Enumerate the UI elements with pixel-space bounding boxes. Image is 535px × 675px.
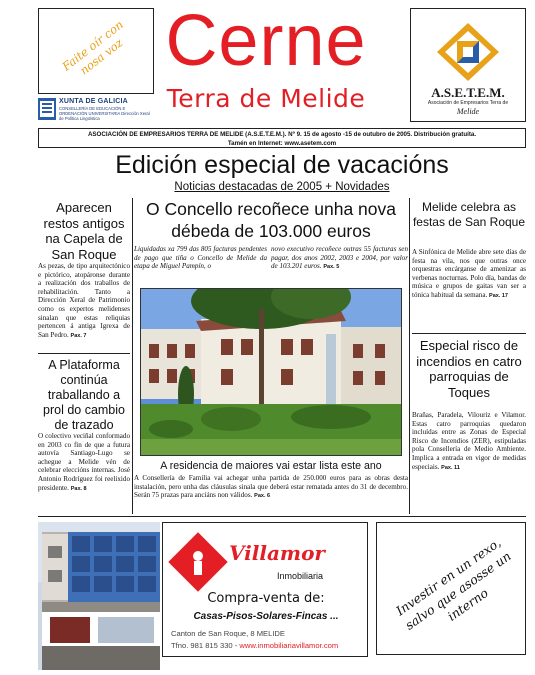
building-photo [38, 522, 160, 670]
slogan-box [38, 8, 154, 94]
asetem-logo-icon [433, 21, 503, 83]
publication-info [38, 128, 526, 148]
asetem-logo-box [410, 8, 526, 122]
photo-caption-title: A residencia de maiores vai estar lista este ano [160, 460, 382, 472]
photo-caption-body: A Consellería de Familia vai achegar unha partida de 250.000 euros para as obras desta instalación, pero unha das cláusulas sinala que deberá estar rematada antes do 31 de decembro. Serán 75 prazas para anciáns non válidos. Pax. 6 [134, 474, 408, 500]
left-article-2-page: Pax. 8 [70, 485, 87, 492]
center-article-title: O Concello recoñece unha nova débeda de 103.000 euros [145, 199, 397, 241]
center-article-page: Pax. 5 [323, 264, 340, 271]
right-article-1-page: Pax. 17 [489, 292, 508, 299]
right-article-1-title: Melide celebra as festas de San Roque [412, 200, 526, 229]
news-subheading: Noticias destacadas de 2005 + Novidades [174, 181, 390, 193]
xunta-title: XUNTA DE GALICIA [59, 98, 128, 105]
villamor-subtitle: Inmobiliaria [277, 571, 324, 581]
right-article-1-body: A Sinfónica de Melide abre sete días de festa na vila, nos que outras once orquestras encárganse de amenizar as verbenas nocturnas. Polo día, bandas de música e grupos de gaitas van ser a tónica habitual da semana. Pax. 17 [412, 248, 526, 299]
right-article-2-body: Brañas, Paradela, Vilouriz e Vilamor. Estas catro parroquias quedaron incluídas entre as Zonas de Especial Risco de Incendios (ZER), estipuladas pola Consellería de Medio Ambiente. Implica a entrada en vigor de medidas especiais. Pax. 11 [412, 411, 526, 471]
xunta-logo [38, 98, 154, 122]
asetem-subtitle: Asociación de Empresarios Terra de [427, 100, 509, 106]
investment-ad-text: Investir en un rexo, salvo que asosse un interno [393, 534, 514, 633]
villamor-name: Villamor [229, 541, 325, 565]
investment-ad [376, 522, 526, 655]
villamor-ad [162, 522, 368, 657]
publication-web-line: Tamén en Internet: www.asetem.com [227, 140, 337, 147]
left-article-1-title: Aparecen restos antigos na Capela de San Roque [43, 200, 125, 262]
xunta-emblem-icon [38, 98, 56, 120]
villamor-casas: Casas-Pisos-Solares-Fincas ... [193, 611, 339, 622]
villamor-compra: Compra-venta de: [207, 591, 325, 606]
right-article-2-title: Especial risco de incendios en catro parroquias de Toques [416, 338, 522, 400]
special-edition-title: Edición especial de vacacións [115, 151, 449, 179]
slogan-text: Faite oír con nosa voz [59, 17, 126, 78]
residence-photo [140, 288, 402, 456]
villamor-website[interactable]: www.inmobiliariavillamor.com [239, 641, 339, 650]
right-article-2-page: Pax. 11 [441, 464, 460, 471]
left-article-2-body: O colectivo veciñal conformado en 2003 co fin de que a futura autovía Santiago-Lugo se achegue a Melide vén de celebrar eleccións internas. José Antonio Rodríguez foi reelixido presidente. Pax. 8 [38, 432, 130, 492]
left-article-2-title: A Plataforma continúa traballando a prol do cambio de trazado [43, 358, 125, 432]
publication-info-line: ASOCIACIÓN DE EMPRESARIOS TERRA DE MELIDE (A.S.E.T.E.M.). Nº 9. 15 de agosto -15 de outubro de 2005. Distribución gratuíta. [87, 131, 477, 138]
villamor-phone: Tfno. 981 815 330 - www.inmobiliariavillamor.com [171, 641, 339, 650]
center-article-body-1: Liquidadas xa 799 das 805 facturas pendentes de pago que tiña o Concello de Melide da etapa de Miguel Pampín, o [134, 245, 267, 271]
newspaper-subtitle: Terra de Melide [166, 84, 366, 113]
newspaper-title: Cerne [165, 1, 367, 81]
xunta-subtitle: CONSELLERÍA DE EDUCACIÓN E ORDENACIÓN UNIVERSITARIA Dirección Xeral de Política Lingüística [59, 106, 150, 121]
left-article-1-body: As pezas, de tipo arquitectónico e pictórico, atopáronse durante a realización dos traballos de rehabilitación. Tanto a Dirección Xeral de Patrimonio como os expertos melidenses sinalan que estas reliquias pertencen á antiga Igrexa de San Pedro. Pax. 7 [38, 262, 130, 339]
photo-caption-page: Pax. 6 [254, 493, 271, 500]
center-article-body-2: novo executivo recoñece outras 55 facturas sen pagar, dos anos 2002, 2003 e 2004, por valor de 103.201 euros. Pax. 5 [271, 245, 408, 271]
asetem-melide: Melide [456, 107, 480, 116]
asetem-name: A.S.E.T.E.M. [431, 85, 505, 100]
left-article-1-page: Pax. 7 [70, 332, 87, 339]
villamor-address: Canton de San Roque, 8 MELIDE [171, 629, 285, 638]
villamor-logo-icon [168, 532, 227, 591]
